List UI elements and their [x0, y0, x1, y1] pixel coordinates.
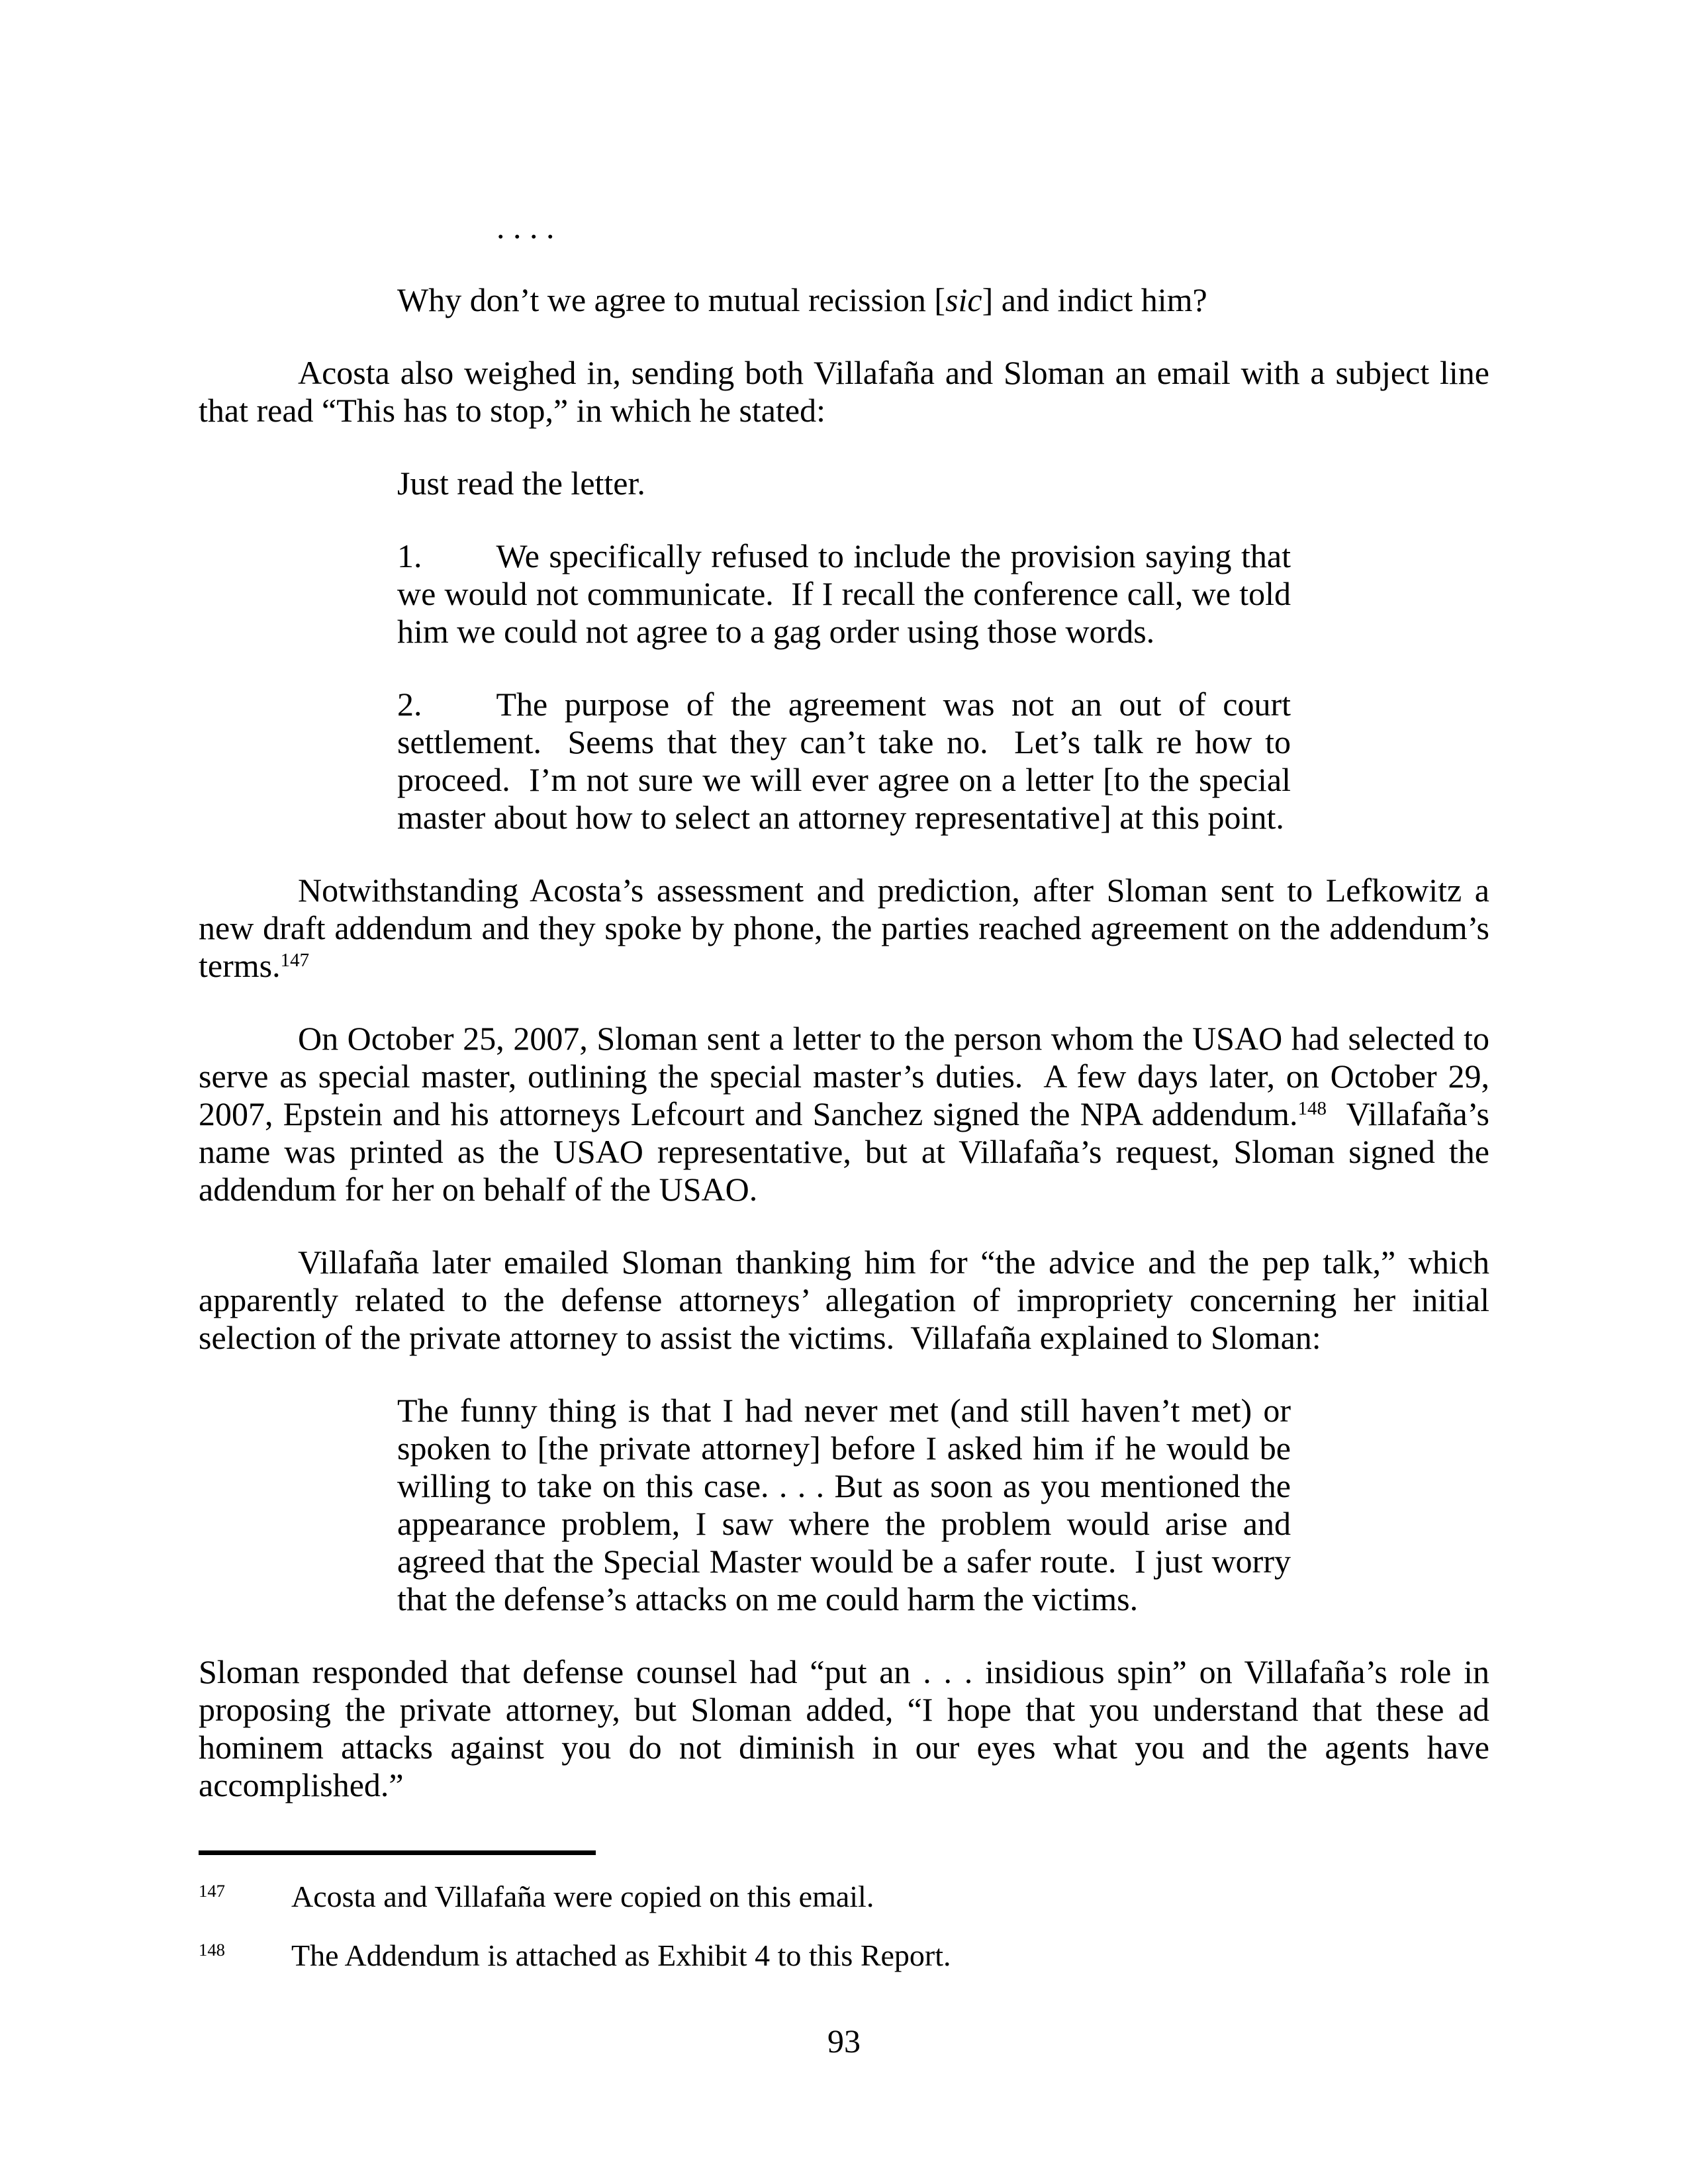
quote-item-1-text: We specifically refused to include the provision saying that we would not communicate. If I recall the conference call, we told him we could not agree to a gag order using those words. — [397, 537, 1291, 650]
paragraph-npa-text-after-ref: Villafaña’s name was printed as the USAO representative, but at Villafaña’s request, Sloman signed the addendum for her on behalf of the USAO. — [199, 1095, 1489, 1208]
quote-item-2-text: The purpose of the agreement was not an out of court settlement. Seems that they can’t take no. Let’s talk re how to proceed. I’m not sure we will ever agree on a letter [to the special master about how to select an attorney representative] at this point. — [397, 686, 1291, 836]
blockquote-villafana-explanation — [397, 1392, 1291, 1618]
quote-recission-line — [397, 281, 1291, 319]
footnote-148-number: 148 — [199, 1940, 226, 1960]
paragraph-addendum-agreement — [199, 872, 1489, 985]
footnote-148 — [199, 1938, 1489, 1973]
blockquote-recission — [397, 281, 1291, 319]
section-break-dots: . . . . — [496, 208, 555, 246]
paragraph-addendum-agreement-text: Notwithstanding Acosta’s assessment and prediction, after Sloman sent to Lefkowitz a new draft addendum and they spoke by phone, the parties reached agreement on the addendum’s terms. — [199, 872, 1489, 984]
footnote-147-text: Acosta and Villafaña were copied on this email. — [291, 1880, 874, 1913]
page-number: 93 — [827, 2023, 861, 2060]
quote-recission-before-sic: Why don’t we agree to mutual recission [ — [397, 281, 946, 318]
footnote-ref-147: 147 — [280, 950, 310, 972]
quote-item-1 — [397, 537, 1291, 651]
footnote-148-text: The Addendum is attached as Exhibit 4 to this Report. — [291, 1938, 951, 1972]
paragraph-npa-addendum-signed — [199, 1020, 1489, 1208]
quote-item-2-number: 2. — [397, 686, 422, 723]
paragraph-villafana-thanks: Villafaña later emailed Sloman thanking him for “the advice and the pep talk,” which apparently related to the defense attorneys’ allegation of impropriety concerning her initial selection of the private attorney to assist the victims. Villafaña explained to Sloman: — [199, 1244, 1489, 1356]
footnote-147 — [199, 1880, 1489, 1914]
quote-item-2 — [397, 686, 1291, 837]
quote-villafana-explanation-text: The funny thing is that I had never met (and still haven’t met) or spoken to [the private attorney] before I asked him if he would be willing to take on this case. . . . But as soon as you mentioned the appearance problem, I saw where the problem would arise and agreed that the Special Master would be a safer route. I just worry that the defense’s attacks on me could harm the victims. — [397, 1392, 1291, 1617]
quote-recission-after-sic: ] and indict him? — [982, 281, 1207, 318]
paragraph-sloman-response: Sloman responded that defense counsel had “put an . . . insidious spin” on Villafaña’s role in proposing the private attorney, but Sloman added, “I hope that you understand that these ad hominem attacks against you do not diminish in our eyes what you and the agents have accomplished.” — [199, 1653, 1489, 1803]
quote-item-1-number: 1. — [397, 537, 422, 574]
footnote-147-number: 147 — [199, 1881, 226, 1901]
paragraph-npa-text-before-ref: On October 25, 2007, Sloman sent a letter to the person whom the USAO had selected to serve as special master, outlining the special master’s duties. A few days later, on October 29, 2007, Epstein and his attorneys Lefcourt and Sanchez signed the NPA addendum. — [199, 1020, 1489, 1132]
footnote-separator — [199, 1850, 596, 1855]
blockquote-email-body — [397, 465, 1291, 837]
sic-italic: sic — [945, 281, 982, 318]
footnote-ref-148: 148 — [1297, 1098, 1327, 1120]
paragraph-acosta-email: Acosta also weighed in, sending both Villafaña and Sloman an email with a subject line that read “This has to stop,” in which he stated: — [199, 354, 1489, 429]
section-break — [397, 208, 1291, 246]
quote-just-read: Just read the letter. — [397, 465, 645, 502]
